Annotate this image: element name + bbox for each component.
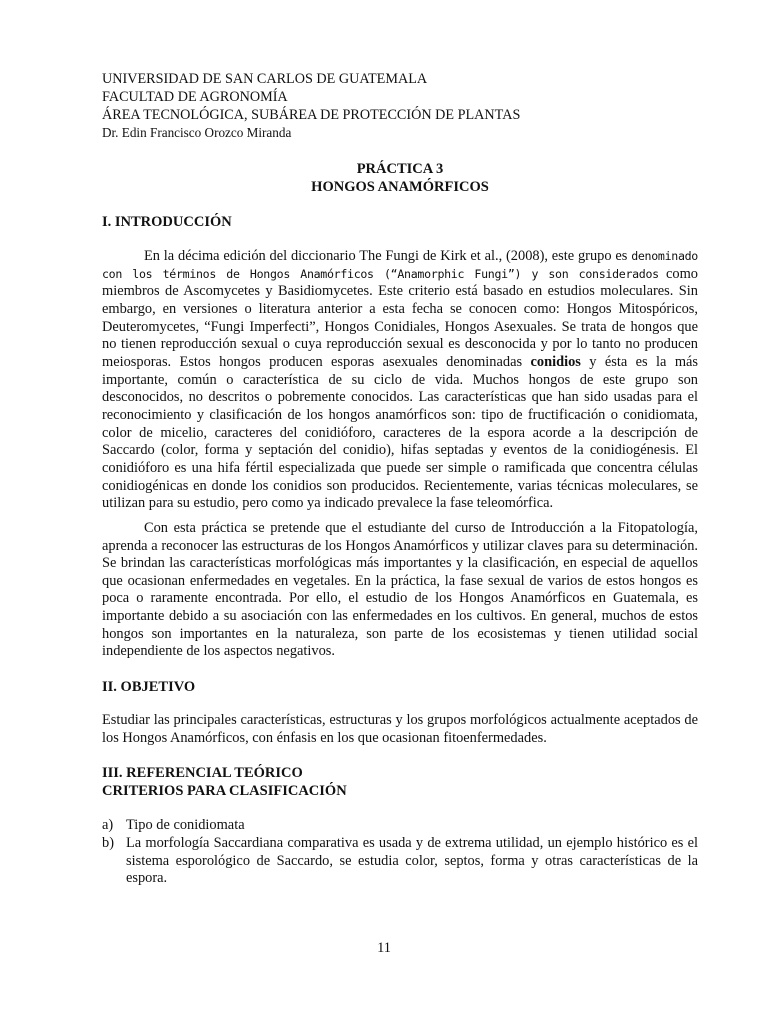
header-area: ÁREA TECNOLÓGICA, SUBÁREA DE PROTECCIÓN DE PLANTAS — [102, 107, 521, 123]
page-number: 11 — [377, 940, 391, 956]
section-heading-introduction: I. INTRODUCCIÓN — [102, 214, 232, 230]
header-faculty: FACULTAD DE AGRONOMÍA — [102, 89, 288, 105]
intro-p1-part-a: En la décima edición del diccionario The Fungi de Kirk et al., (2008), este grupo es — [144, 248, 632, 264]
practice-title-line2: HONGOS ANAMÓRFICOS — [311, 179, 489, 195]
document-page — [102, 70, 698, 888]
intro-p1-part-c: y ésta es la más importante, común o característica de su ciclo de vida. Muchos hongos de este grupo son desconocidos, no descritos o pobremente conocidos. Las características que han sido usadas para el reconocimiento y clasificación de los hongos anamórficos son: tipo de fructificación o conidiomata, color de micelio, caracteres del conidióforo, caracteres de la espora acorde a la descripción de Saccardo (color, forma y septación del conidio), hifas septadas y eventos de la conidiogénesis. El conidióforo es una hifa fértil especializada que puede ser simple o ramificada que concentra células conidiogénicas en donde los conidios son producidos. Recientemente, varias técnicas moleculares, se utilizan para su estudio, pero como ya indicado prevalece la fase teleomórfica. — [102, 353, 698, 512]
header-university: UNIVERSIDAD DE SAN CARLOS DE GUATEMALA — [102, 71, 428, 87]
list-item — [102, 817, 698, 835]
section-heading-objective: II. OBJETIVO — [102, 679, 196, 696]
intro-p1-part-b: como miembros de Ascomycetes y Basidiomycetes. Este criterio está basado en estudios moleculares. Sin embargo, en versiones o literatura anterior a esta fecha se conocen como: Hongos Mitospóricos, Deuteromycetes, “Fungi Imperfecti”, Hongos Conidiales, Hongos Asexuales. Se trata de hongos que no tienen reproducción sexual o cuya reproducción sexual es desconocida y por lo tanto no producen meiosporas. Estos hongos producen esporas asexuales denominadas — [102, 265, 698, 370]
introduction-paragraph-2: Con esta práctica se pretende que el estudiante del curso de Introducción a la Fitopatología, aprenda a reconocer las estructuras de los Hongos Anamórficos y utilizar claves para su determinación. Se brindan las características morfológicas más importantes y la clasificación, en especial de aquellos que ocasionan enfermedades en vegetales. En la práctica, la fase sexual de varios de estos hongos es poca o raramente encontrada. Por ello, el estudio de los Hongos Anamórficos en Guatemala, es importante debido a su asociación con las enfermedades en los cultivos. En general, muchos de estos hongos son importantes en la naturaleza, son parte de los ecosistemas y tienen utilidad social independiente de los aspectos negativos. — [102, 519, 698, 660]
objective-paragraph: Estudiar las principales características, estructuras y los grupos morfológicos actualmente aceptados de los Hongos Anamórficos, con énfasis en los que ocasionan fitoenfermedades. — [102, 712, 698, 746]
list-item-marker: b) — [102, 835, 114, 852]
practice-title — [102, 160, 698, 196]
document-header — [102, 70, 698, 142]
list-item — [102, 835, 698, 888]
reference-heading-1: III. REFERENCIAL TEÓRICO — [102, 765, 303, 782]
list-item-text: Tipo de conidiomata — [126, 817, 245, 834]
practice-title-line1: PRÁCTICA 3 — [356, 161, 444, 177]
section-heading-reference — [102, 764, 698, 800]
intro-p1-mono-line: denominado con los términos de Hongos Anamórficos (“Anamorphic Fungi”) y son considerados — [102, 249, 698, 281]
intro-p1-bold-term: conidios — [530, 353, 581, 370]
list-item-text: La morfología Saccardiana comparativa es usada y de extrema utilidad, un ejemplo histórico es el sistema esporológico de Saccardo, se estudia color, septos, forma y otras características de la espora. — [126, 835, 698, 887]
criteria-list — [102, 817, 698, 888]
list-item-marker: a) — [102, 817, 114, 834]
introduction-paragraph-1 — [102, 248, 698, 513]
reference-heading-2: CRITERIOS PARA CLASIFICACIÓN — [102, 783, 347, 800]
header-author: Dr. Edin Francisco Orozco Miranda — [102, 125, 292, 140]
